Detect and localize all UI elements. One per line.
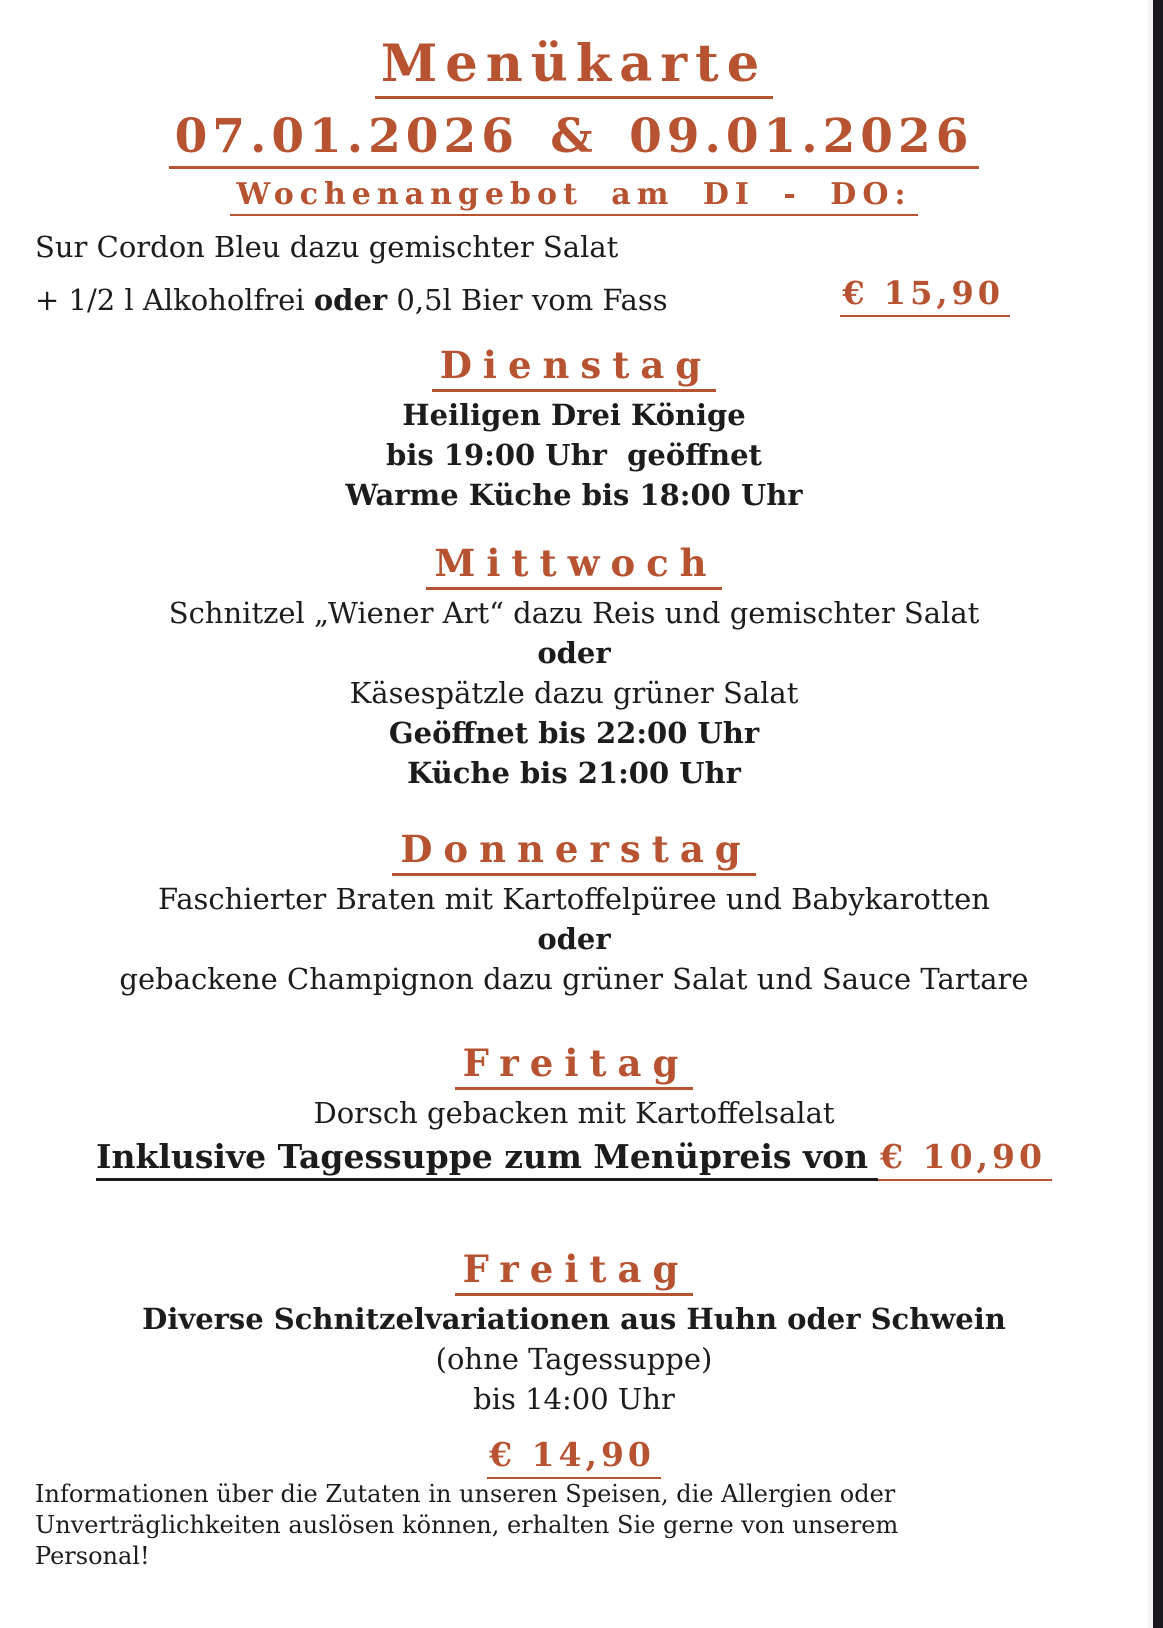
week-offer-subtitle: Wochenangebot am DI - DO: (230, 177, 917, 216)
drink-text-pre: + 1/2 l Alkoholfrei (35, 283, 305, 317)
freitag-dish: Dorsch gebacken mit Kartoffelsalat (313, 1096, 835, 1130)
date-range: 07.01.2026 & 09.01.2026 (169, 109, 980, 169)
page-title: Menükarte (375, 34, 773, 99)
donnerstag-heading-row (0, 827, 1148, 871)
menu-price-row (0, 1137, 1148, 1181)
menu-price-note: Inklusive Tagessuppe zum Menüpreis von (96, 1137, 878, 1181)
freitag-heading-row (0, 1041, 1148, 1085)
scrollbar-track[interactable] (1153, 0, 1163, 1628)
dienstag-line-1: Heiligen Drei Könige (402, 398, 746, 432)
header-dates-row (0, 109, 1148, 169)
dienstag-line-3: Warme Küche bis 18:00 Uhr (345, 478, 803, 512)
allergy-info-footer: Informationen über die Zutaten in unseren Speisen, die Allergien oder Unverträglichkeiten auslösen können, erhalten Sie gerne von unserem Personal! (35, 1480, 899, 1570)
freitag2-dish: Diverse Schnitzelvariationen aus Huhn oder Schwein (142, 1302, 1006, 1336)
freitag2-price: € 14,90 (487, 1435, 661, 1479)
mittwoch-hours-1: Geöffnet bis 22:00 Uhr (388, 716, 760, 750)
drink-text-post: 0,5l Bier vom Fass (396, 283, 668, 317)
weekly-offer-drink (35, 283, 668, 317)
freitag2-hours: bis 14:00 Uhr (473, 1382, 675, 1416)
freitag2-heading: Freitag (455, 1247, 694, 1296)
donnerstag-dish-1: Faschierter Braten mit Kartoffelpüree und Babykarotten (158, 882, 990, 916)
donnerstag-oder: oder (537, 922, 611, 956)
mittwoch-dish-1: Schnitzel „Wiener Art“ dazu Reis und gemischter Salat (168, 596, 980, 630)
freitag2-price-row (0, 1435, 1148, 1474)
drink-text-oder: oder (313, 283, 388, 317)
dienstag-heading-row (0, 343, 1148, 387)
mittwoch-hours-2: Küche bis 21:00 Uhr (407, 756, 741, 790)
header-subtitle-row (0, 177, 1148, 216)
dienstag-line-2: bis 19:00 Uhr geöffnet (386, 438, 762, 472)
weekly-offer-dish: Sur Cordon Bleu dazu gemischter Salat (35, 230, 619, 264)
mittwoch-dish-2: Käsespätzle dazu grüner Salat (349, 676, 799, 710)
mittwoch-oder: oder (537, 636, 611, 670)
menu-price-value: € 10,90 (878, 1137, 1052, 1181)
mittwoch-heading: Mittwoch (426, 541, 721, 590)
header-title-row (0, 34, 1148, 99)
dienstag-heading: Dienstag (432, 343, 716, 392)
freitag2-heading-row (0, 1247, 1148, 1291)
freitag2-note: (ohne Tagessuppe) (435, 1342, 713, 1376)
weekly-offer-drink-row (0, 274, 1148, 317)
donnerstag-heading: Donnerstag (392, 827, 755, 876)
weekly-offer-price: € 15,90 (840, 274, 1010, 317)
mittwoch-heading-row (0, 541, 1148, 585)
freitag-heading: Freitag (455, 1041, 694, 1090)
donnerstag-dish-2: gebackene Champignon dazu grüner Salat und Sauce Tartare (119, 962, 1029, 996)
